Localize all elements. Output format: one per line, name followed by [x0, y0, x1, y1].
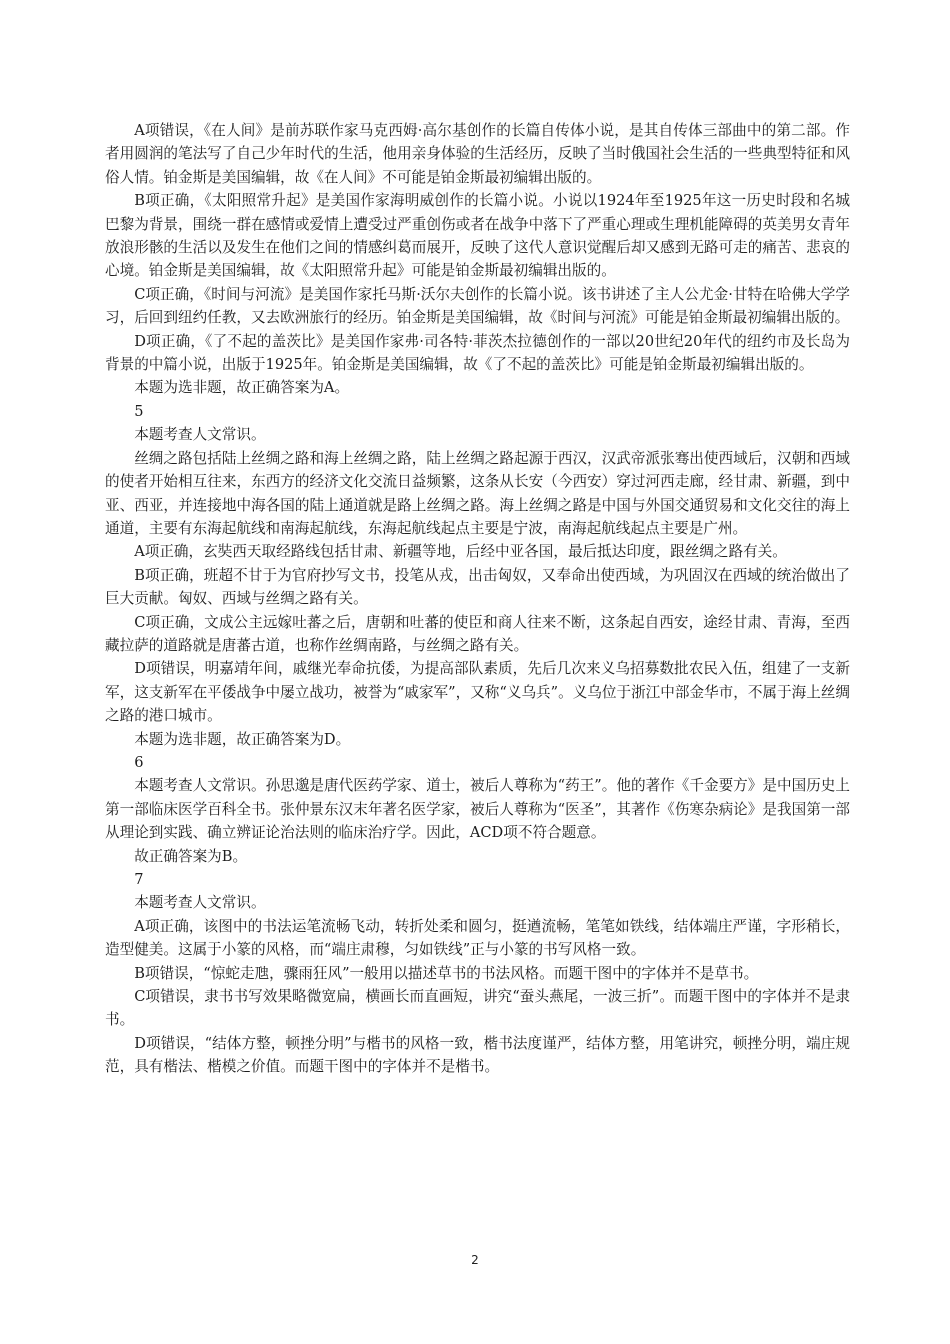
paragraph-option-d-explanation: D项错误，明嘉靖年间，戚继光奉命抗倭，为提高部队素质，先后几次来义乌招募数批农民入伍，组建了一支新军，这支新军在平倭战争中屡立战功，被誉为“戚家军”，又称“义乌兵”。义乌位于浙江中部金华市，不属于海上丝绸之路的港口城市。	[105, 660, 850, 725]
paragraph-answer: 故正确答案为B。	[134, 847, 248, 865]
paragraph-topic: 本题考查人文常识。	[134, 426, 266, 444]
paragraph-topic: 本题考查人文常识。	[134, 894, 266, 912]
page-number: 2	[471, 1253, 479, 1267]
paragraph-medicine: 本题考查人文常识。孙思邈是唐代医药学家、道士，被后人尊称为“药王”。他的著作《千金要方》是中国历史上第一部临床医学百科全书。张仲景东汉末年著名医学家，被后人尊称为“医圣”，其著作《伤寒杂病论》是我国第一部从理论到实践、确立辨证论治法则的临床治疗学。因此，ACD项不符合题意。	[105, 777, 850, 842]
paragraph-option-a-explanation: A项正确，该图中的书法运笔流畅飞动，转折处柔和圆匀，挺遒流畅，笔笔如铁线，结体端庄严谨，字形稍长，造型健美。这属于小篆的风格，而“端庄肃穆，匀如铁线”正与小篆的书写风格一致。	[105, 917, 850, 959]
paragraph-option-a-explanation: A项错误，《在人间》是前苏联作家马克西姆·高尔基创作的长篇自传体小说，是其自传体三部曲中的第二部。作者用圆润的笔法写了自己少年时代的生活，他用亲身体验的生活经历，反映了当时俄国社会生活的一些典型特征和风俗人情。铂金斯是美国编辑，故《在人间》不可能是铂金斯最初编辑出版的。	[105, 122, 850, 186]
paragraph-answer: 本题为选非题，故正确答案为D。	[134, 730, 351, 748]
paragraph-option-d-explanation: D项正确，《了不起的盖茨比》是美国作家弗·司各特·菲茨杰拉德创作的一部以20世纪20年代的纽约市及长岛为背景的中篇小说，出版于1925年。铂金斯是美国编辑，故《了不起的盖茨比》可能是铂金斯最初编辑出版的。	[105, 332, 850, 374]
question-number: 5	[134, 402, 144, 420]
paragraph-option-c-explanation: C项正确，文成公主远嫁吐蕃之后，唐朝和吐蕃的使臣和商人往来不断，这条起自西安，途经甘肃、青海，至西藏拉萨的道路就是唐蕃古道，也称作丝绸南路，与丝绸之路有关。	[105, 613, 850, 654]
page-body	[105, 119, 850, 1079]
paragraph-option-b-explanation: B项正确，班超不甘于为官府抄写文书，投笔从戎，出击匈奴，又奉命出使西域，为巩固汉在西域的统治做出了巨大贡献。匈奴、西域与丝绸之路有关。	[105, 566, 850, 608]
question-number: 7	[134, 871, 144, 888]
paragraph-option-b-explanation: B项正确，《太阳照常升起》是美国作家海明威创作的长篇小说。小说以1924年至1925年这一历史时段和名城巴黎为背景，围绕一群在感情或爱情上遭受过严重创伤或者在战争中落下了严重心理或生理机能障碍的英美男女青年放浪形骸的生活以及发生在他们之间的情感纠葛而展开，反映了这代人意识觉醒后却又感到无路可走的痛苦、悲哀的心境。铂金斯是美国编辑，故《太阳照常升起》可能是铂金斯最初编辑出版的。	[105, 192, 850, 280]
paragraph-option-d-explanation: D项错误，“结体方整，顿挫分明”与楷书的风格一致，楷书法度谨严，结体方整，用笔讲究，顿挫分明，端庄规范，具有楷法、楷模之价值。而题干图中的字体并不是楷书。	[105, 1034, 850, 1076]
paragraph-option-c-explanation: C项错误，隶书书写效果略微宽扁，横画长而直画短，讲究“蚕头燕尾，一波三折”。而题干图中的字体并不是隶书。	[105, 988, 850, 1029]
paragraph-option-c-explanation: C项正确，《时间与河流》是美国作家托马斯·沃尔夫创作的长篇小说。该书讲述了主人公尤金·甘特在哈佛大学学习，后回到纽约任教，又去欧洲旅行的经历。铂金斯是美国编辑，故《时间与河流》可能是铂金斯最初编辑出版的。	[105, 285, 850, 327]
paragraph-silk-road: 丝绸之路包括陆上丝绸之路和海上丝绸之路，陆上丝绸之路起源于西汉，汉武帝派张骞出使西域后，汉朝和西域的使者开始相互往来，东西方的经济文化交流日益频繁，这条从长安（今西安）穿过河西走廊，经甘肃、新疆，到中亚、西亚，并连接地中海各国的陆上通道就是路上丝绸之路。海上丝绸之路是中国与外国交通贸易和文化交往的海上通道，主要有东海起航线和南海起航线，东海起航线起点主要是宁波，南海起航线起点主要是广州。	[105, 449, 850, 537]
paragraph-option-a-explanation: A项正确，玄奘西天取经路线包括甘肃、新疆等地，后经中亚各国，最后抵达印度，跟丝绸之路有关。	[134, 543, 787, 561]
question-number: 6	[134, 753, 144, 771]
paragraph-answer: 本题为选非题，故正确答案为A。	[134, 379, 350, 397]
paragraph-option-b-explanation: B项错误，“惊蛇走虺，骤雨狂风”一般用以描述草书的书法风格。而题干图中的字体并不是草书。	[134, 964, 759, 982]
